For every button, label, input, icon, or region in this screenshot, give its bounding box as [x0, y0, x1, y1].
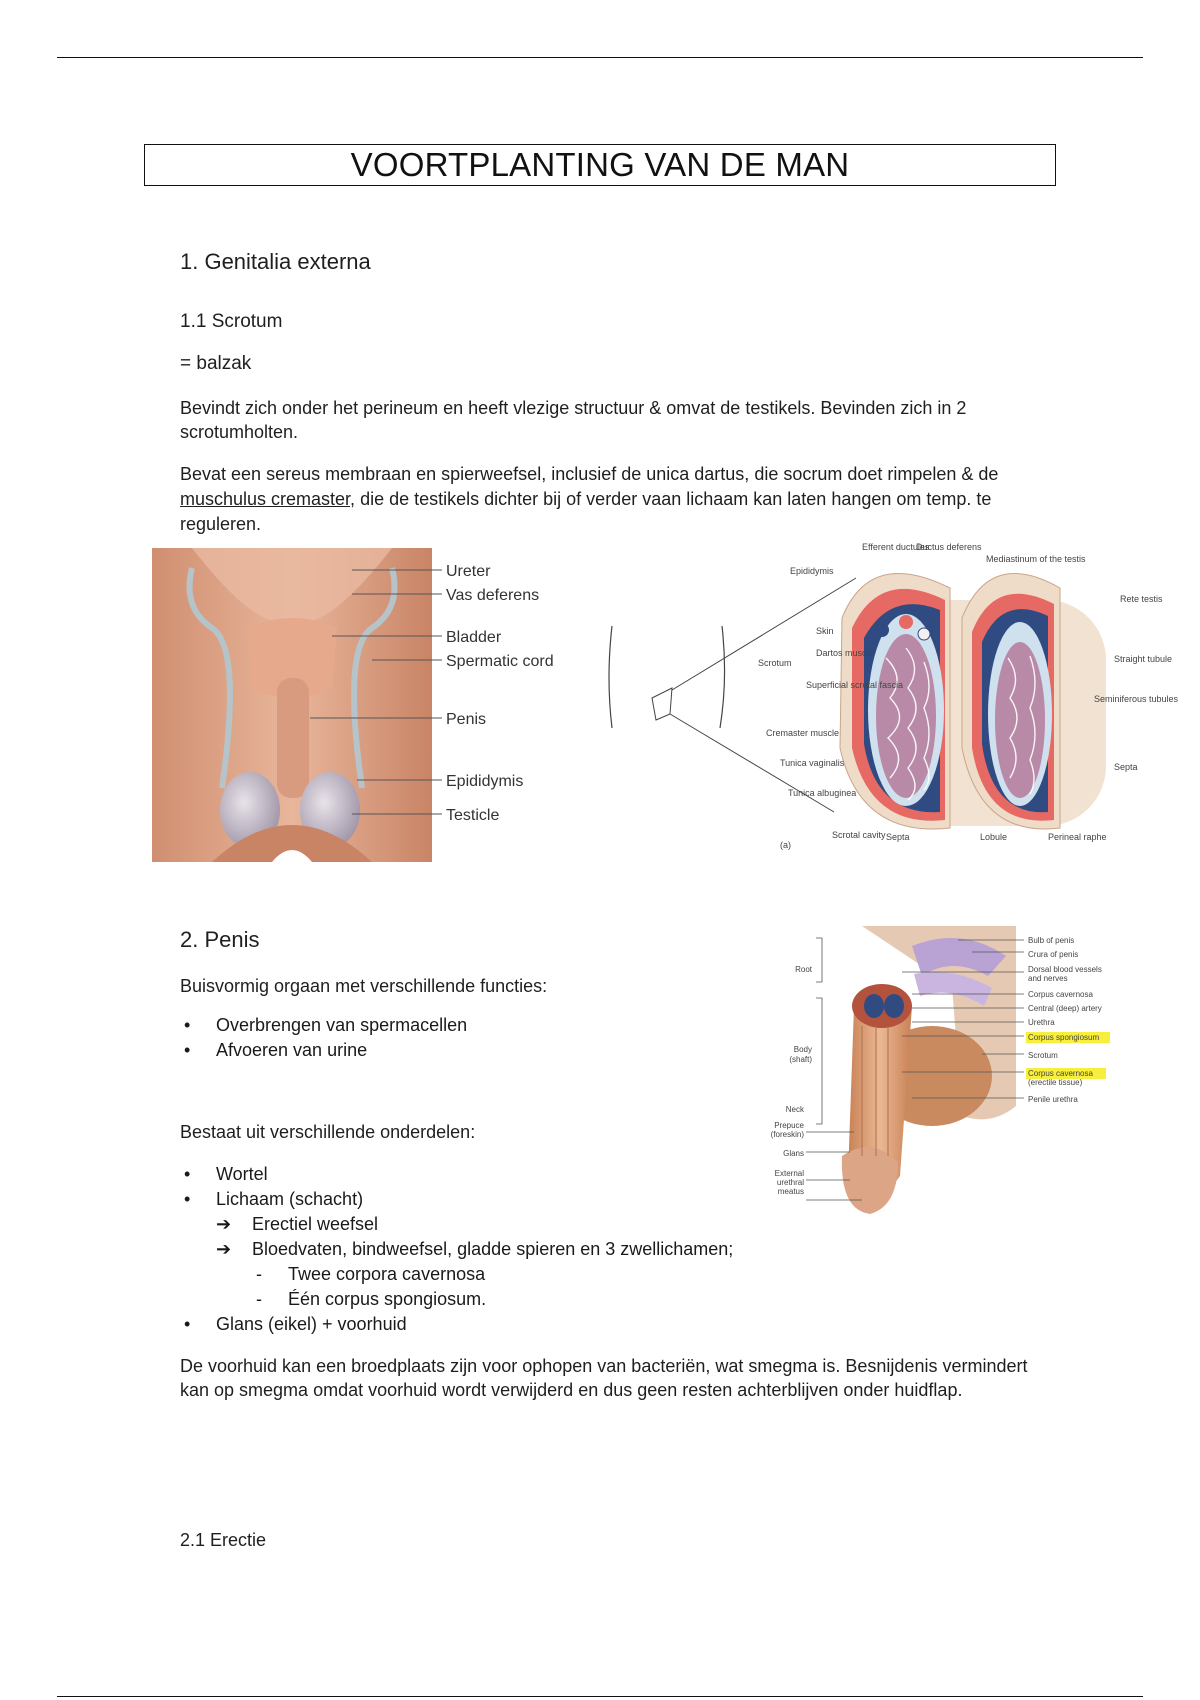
label-scrotum: Scrotum: [758, 658, 792, 668]
section-2-1-heading: 2.1 Erectie: [180, 1530, 267, 1550]
label-seminiferous: Seminiferous tubules: [1094, 694, 1179, 704]
top-rule: [57, 57, 1143, 58]
label-corpus-cavernosa-2: Corpus cavernosa: [1028, 1069, 1093, 1078]
label-mediastinum: Mediastinum of the testis: [986, 554, 1086, 564]
list-item: - Twee corpora cavernosa: [256, 1264, 486, 1284]
penis-anatomy-figure: [762, 926, 1142, 1218]
arrow-icon: ➔: [216, 1239, 232, 1259]
label-shaft: (shaft): [789, 1055, 812, 1064]
label-meatus: meatus: [777, 1187, 804, 1196]
label-central-artery: Central (deep) artery: [1028, 1004, 1102, 1013]
label-scrotum-2: Scrotum: [1028, 1051, 1058, 1060]
label-ureter: Ureter: [446, 563, 491, 580]
functions-list: [180, 1013, 467, 1063]
label-lobule: Lobule: [980, 832, 1008, 842]
label-efferent-ductules: Efferent ductules: [862, 542, 930, 552]
label-penis: Penis: [446, 711, 487, 728]
lichaam-sublist: [216, 1212, 733, 1312]
penis-shape: [277, 678, 309, 798]
label-perineal-raphe: Perineal raphe: [1048, 832, 1107, 842]
label-epididymis-2: Epididymis: [790, 566, 834, 576]
voorhuid-paragraph: De voorhuid kan een broedplaats zijn voor ophopen van bacteriën, wat smegma is. Besnijdenis vermindert kan op smegma omdat voorhuid wordt verwijderd en dus geen resten achterblijven onder huidflap.: [180, 1356, 1028, 1400]
label-neck: Neck: [785, 1105, 804, 1114]
label-erectile-tissue: (erectile tissue): [1028, 1078, 1083, 1087]
label-bladder: Bladder: [446, 629, 502, 646]
label-cremaster: Cremaster muscle: [766, 728, 840, 738]
list-item: ➔ Erectiel weefsel: [216, 1212, 733, 1237]
label-urethra: Urethra: [1028, 1018, 1055, 1027]
label-and-nerves: and nerves: [1028, 974, 1068, 983]
section-2-heading: 2. Penis: [180, 927, 260, 952]
label-septa-right: Septa: [1114, 762, 1138, 772]
label-corpus-spongiosum: Corpus spongiosum: [1028, 1033, 1100, 1042]
list-item: • Afvoeren van urine: [184, 1040, 368, 1060]
label-urethral: urethral: [776, 1178, 804, 1187]
label-penile-urethra: Penile urethra: [1028, 1095, 1078, 1104]
list-item: ➔ Bloedvaten, bindweefsel, gladde spieren en 3 zwellichamen; - Twee corpora cavernosa - Één corpus spongiosum.: [216, 1237, 733, 1312]
penis-intro: Buisvormig orgaan met verschillende functies:: [180, 976, 548, 996]
label-foreskin: (foreskin): [770, 1130, 804, 1139]
section-1-heading: 1. Genitalia externa: [180, 249, 371, 274]
scrotum-paragraph-1: Bevindt zich onder het perineum en heeft vlezige structuur & omvat de testikels. Bevinden zich in 2 scrotumholten.: [180, 398, 967, 442]
label-spermatic-cord: Spermatic cord: [446, 653, 554, 670]
paragraph-2-end: die de testikels dichter bij of verder vaan lichaam kan laten hangen om temp. te reguleren.: [180, 489, 992, 534]
list-item: • Glans (eikel) + voorhuid: [184, 1314, 407, 1334]
list-item: • Overbrengen van spermacellen: [184, 1015, 468, 1035]
scrotum-paragraph-2: [180, 462, 1060, 537]
label-vas-deferens: Vas deferens: [446, 587, 540, 604]
arrow-icon: ➔: [216, 1214, 232, 1234]
parts-intro: Bestaat uit verschillende onderdelen:: [180, 1122, 476, 1142]
label-prepuce: Prepuce: [774, 1121, 804, 1130]
label-dorsal-vessels: Dorsal blood vessels: [1028, 965, 1102, 974]
parts-list: [180, 1162, 733, 1337]
label-panel-a: (a): [780, 840, 791, 850]
scrotum-cross-section-figure: [590, 538, 1179, 856]
label-epididymis: Epididymis: [446, 773, 524, 790]
label-ductus-deferens: Ductus deferens: [916, 542, 982, 552]
label-superficial-fascia: Superficial scrotal fascia: [806, 680, 904, 690]
label-bulb: Bulb of penis: [1028, 936, 1075, 945]
label-testicle: Testicle: [446, 807, 500, 824]
label-skin: Skin: [816, 626, 834, 636]
bottom-rule: [57, 1696, 1143, 1697]
muschulus-cremaster-term: muschulus cremaster,: [180, 489, 356, 509]
paragraph-2-start: Bevat een sereus membraan en spierweefsel, inclusief de unica dartus, die socrum doet rimpelen & de: [180, 464, 999, 484]
label-scrotal-cavity: Scrotal cavity: [832, 830, 886, 840]
label-body: Body: [793, 1045, 812, 1054]
label-rete-testis: Rete testis: [1120, 594, 1163, 604]
section-1-1-heading: 1.1 Scrotum: [180, 311, 283, 332]
label-external: External: [774, 1169, 804, 1178]
label-straight-tubule: Straight tubule: [1114, 654, 1173, 664]
male-anatomy-figure: [152, 548, 572, 862]
list-item: • Lichaam (schacht) ➔ Erectiel weefsel ➔ Bloedvaten, bindweefsel, gladde spieren en 3 zwellichamen; - Twee corpora cavernosa - Één corpus spongiosum.: [180, 1187, 733, 1312]
label-tunica-albuginea: Tunica albuginea: [788, 788, 857, 798]
label-septa: Septa: [886, 832, 910, 842]
list-item: • Wortel: [184, 1164, 268, 1184]
zwellichamen-sublist: [252, 1262, 733, 1312]
list-item: - Één corpus spongiosum.: [256, 1289, 487, 1309]
label-glans: Glans: [783, 1149, 804, 1158]
label-dartos: Dartos muscle: [816, 648, 874, 658]
scrotum-definition: = balzak: [180, 353, 252, 374]
page-title: VOORTPLANTING VAN DE MAN: [144, 144, 1056, 186]
label-crura: Crura of penis: [1028, 950, 1079, 959]
label-corpus-cavernosa: Corpus cavernosa: [1028, 990, 1093, 999]
label-tunica-vaginalis: Tunica vaginalis: [780, 758, 845, 768]
label-root: Root: [795, 965, 812, 974]
